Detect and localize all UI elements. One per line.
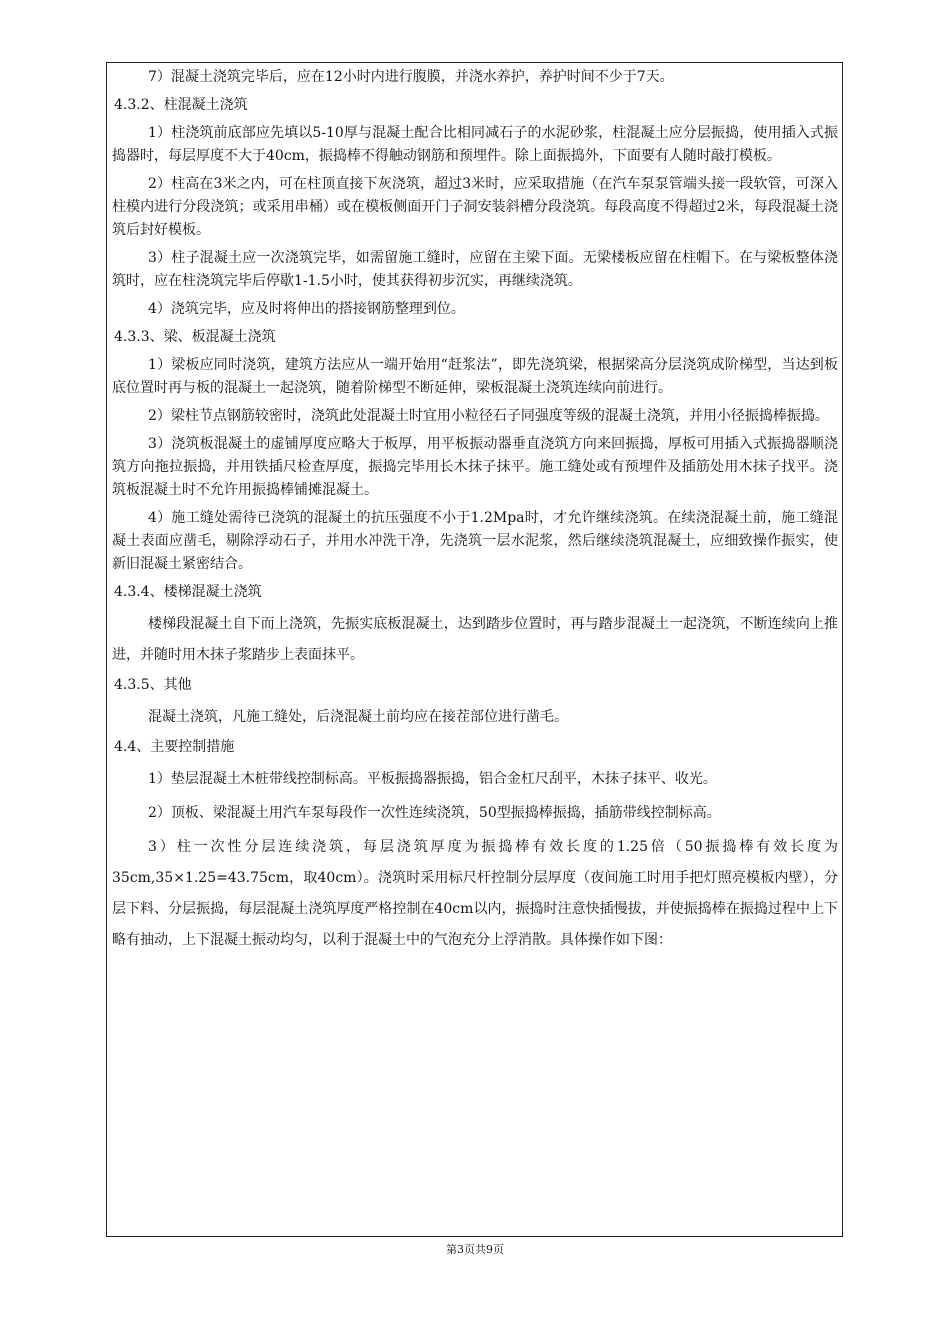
section-heading: 4.4、主要控制措施: [114, 739, 235, 755]
body-paragraph: 1）梁板应同时浇筑，建筑方法应从一端开始用“赶浆法”，即先浇筑梁，根据梁高分层浇筑成阶梯型，当达到板底位置时再与板的混凝土一起浇筑，随着阶梯型不断延伸，梁板混凝土浇筑连续向前进行。: [112, 357, 838, 396]
body-paragraph: 1）垫层混凝土木桩带线控制标高。平板振捣器振捣，铝合金杠尺刮平，木抹子抹平、收光。: [148, 771, 717, 787]
body-paragraph: 3）浇筑板混凝土的虚铺厚度应略大于板厚，用平板振动器垂直浇筑方向来回振捣，厚板可用插入式振捣器顺浇筑方向拖拉振捣，并用铁插尺检查厚度，振捣完毕用长木抹子抹平。施工缝处或有预埋件及插筋处用木抹子找平。浇筑板混凝土时不允许用振捣棒铺摊混凝土。: [112, 436, 838, 498]
body-paragraph: 2）梁柱节点钢筋较密时，浇筑此处混凝土时宜用小粒径石子同强度等级的混凝土浇筑，并用小径振捣棒振捣。: [148, 408, 829, 424]
body-paragraph: 2）顶板、梁混凝土用汽车泵每段作一次性连续浇筑，50型振捣棒振捣，插筋带线控制标高。: [148, 805, 721, 821]
body-paragraph: 3）柱一次性分层连续浇筑，每层浇筑厚度为振捣棒有效长度的1.25倍（50振捣棒有效长度为35cm,35×1.25=43.75cm，取40cm）。浇筑时采用标尺杆控制分层厚度（夜间施工时用手把灯照亮模板内壁），分层下料、分层振捣，每层混凝土浇筑厚度严格控制在40cm以内，振捣时注意快插慢拔，并使振捣棒在振捣过程中上下略有抽动，上下混凝土振动均匀，以利于混凝土中的气泡充分上浮消散。具体操作如下图：: [112, 839, 838, 948]
body-paragraph: 2）柱高在3米之内，可在柱顶直接下灰浇筑，超过3米时，应采取措施（在汽车泵泵管端头接一段软管，可深入柱模内进行分段浇筑；或采用串桶）或在模板侧面开门子洞安装斜槽分段浇筑。每段高度不得超过2米，每段混凝土浇筑后封好模板。: [112, 176, 838, 238]
body-paragraph: 7）混凝土浇筑完毕后，应在12小时内进行腹膜，并浇水养护，养护时间不少于7天。: [148, 69, 674, 85]
section-heading: 4.3.3、梁、板混凝土浇筑: [114, 329, 276, 345]
page-number-footer: 第3页共9页: [446, 1243, 504, 1256]
body-paragraph: 3）柱子混凝土应一次浇筑完毕，如需留施工缝时，应留在主梁下面。无梁楼板应留在柱帽下。在与梁板整体浇筑时，应在柱浇筑完毕后停歇1-1.5小时，使其获得初步沉实，再继续浇筑。: [112, 250, 838, 289]
section-heading: 4.3.2、柱混凝土浇筑: [114, 97, 248, 113]
body-paragraph: 混凝土浇筑，凡施工缝处，后浇混凝土前均应在接茬部位进行凿毛。: [148, 709, 568, 725]
section-heading: 4.3.5、其他: [114, 677, 192, 693]
body-paragraph: 1）柱浇筑前底部应先填以5-10厚与混凝土配合比相同减石子的水泥砂浆，柱混凝土应分层振捣，使用插入式振捣器时，每层厚度不大于40cm，振捣棒不得触动钢筋和预埋件。除上面振捣外，下面要有人随时敲打模板。: [112, 125, 838, 164]
document-body: [112, 66, 838, 959]
section-heading: 4.3.4、楼梯混凝土浇筑: [114, 584, 262, 600]
body-paragraph: 4）浇筑完毕，应及时将伸出的搭接钢筋整理到位。: [148, 301, 465, 317]
body-paragraph: 4）施工缝处需待已浇筑的混凝土的抗压强度不小于1.2Mpa时，才允许继续浇筑。在续浇混凝土前，施工缝混凝土表面应凿毛，剔除浮动石子，并用水冲洗干净，先浇筑一层水泥浆，然后继续浇筑混凝土，应细致操作振实，使新旧混凝土紧密结合。: [112, 510, 838, 572]
body-paragraph: 楼梯段混凝土自下而上浇筑，先振实底板混凝土，达到踏步位置时，再与踏步混凝土一起浇筑，不断连续向上推进，并随时用木抹子浆踏步上表面抹平。: [112, 616, 838, 663]
